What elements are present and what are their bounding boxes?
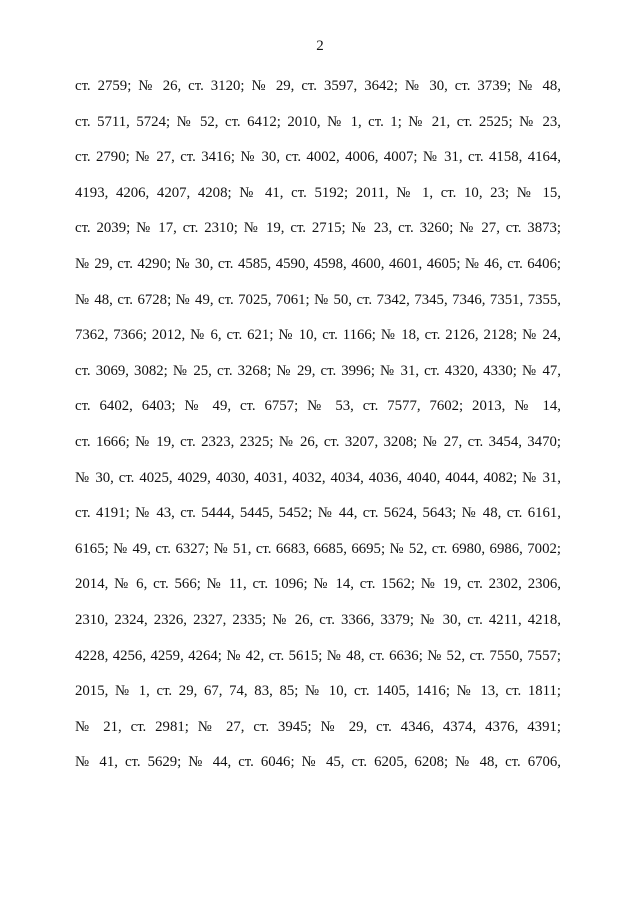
text-line: ст. 3069, 3082; № 25, ст. 3268; № 29, ст. 3996; № 31, ст. 4320, 4330; № 47, [75, 362, 561, 379]
text-line: ст. 2039; № 17, ст. 2310; № 19, ст. 2715; № 23, ст. 3260; № 27, ст. 3873; [75, 220, 561, 237]
text-line: № 30, ст. 4025, 4029, 4030, 4031, 4032, 4034, 4036, 4040, 4044, 4082; № 31, [75, 469, 561, 486]
text-line: 7362, 7366; 2012, № 6, ст. 621; № 10, ст. 1166; № 18, ст. 2126, 2128; № 24, [75, 327, 561, 344]
text-line: 4193, 4206, 4207, 4208; № 41, ст. 5192; 2011, № 1, ст. 10, 23; № 15, [75, 184, 561, 201]
text-line: 6165; № 49, ст. 6327; № 51, ст. 6683, 6685, 6695; № 52, ст. 6980, 6986, 7002; [75, 540, 561, 557]
text-line: № 21, ст. 2981; № 27, ст. 3945; № 29, ст. 4346, 4374, 4376, 4391; [75, 718, 561, 735]
page-number: 2 [316, 38, 324, 54]
text-line: ст. 2790; № 27, ст. 3416; № 30, ст. 4002, 4006, 4007; № 31, ст. 4158, 4164, [75, 149, 561, 166]
text-line: ст. 5711, 5724; № 52, ст. 6412; 2010, № 1, ст. 1; № 21, ст. 2525; № 23, [75, 113, 561, 130]
text-line: 4228, 4256, 4259, 4264; № 42, ст. 5615; № 48, ст. 6636; № 52, ст. 7550, 7557; [75, 647, 561, 664]
text-line: ст. 6402, 6403; № 49, ст. 6757; № 53, ст. 7577, 7602; 2013, № 14, [75, 398, 561, 415]
text-line: ст. 1666; № 19, ст. 2323, 2325; № 26, ст. 3207, 3208; № 27, ст. 3454, 3470; [75, 433, 561, 450]
text-line: ст. 2759; № 26, ст. 3120; № 29, ст. 3597, 3642; № 30, ст. 3739; № 48, [75, 78, 561, 94]
text-line: № 41, ст. 5629; № 44, ст. 6046; № 45, ст. 6205, 6208; № 48, ст. 6706, [75, 754, 561, 771]
text-line: ст. 4191; № 43, ст. 5444, 5445, 5452; № 44, ст. 5624, 5643; № 48, ст. 6161, [75, 505, 561, 522]
text-line: 2310, 2324, 2326, 2327, 2335; № 26, ст. 3366, 3379; № 30, ст. 4211, 4218, [75, 611, 561, 628]
text-line: 2014, № 6, ст. 566; № 11, ст. 1096; № 14, ст. 1562; № 19, ст. 2302, 2306, [75, 576, 561, 593]
legislation-references-text [75, 76, 561, 788]
text-line: № 48, ст. 6728; № 49, ст. 7025, 7061; № 50, ст. 7342, 7345, 7346, 7351, 7355, [75, 291, 561, 308]
text-line: № 29, ст. 4290; № 30, ст. 4585, 4590, 4598, 4600, 4601, 4605; № 46, ст. 6406; [75, 255, 561, 272]
text-line: 2015, № 1, ст. 29, 67, 74, 83, 85; № 10, ст. 1405, 1416; № 13, ст. 1811; [75, 683, 561, 700]
